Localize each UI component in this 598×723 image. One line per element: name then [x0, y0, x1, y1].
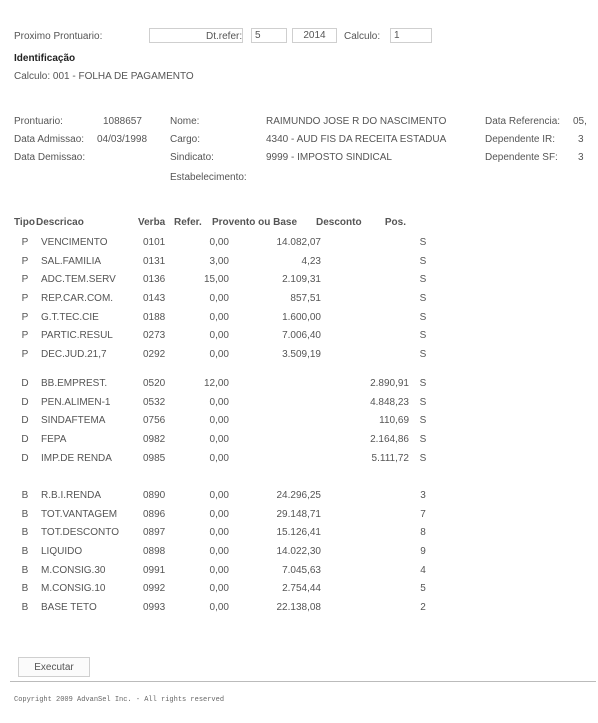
cell-descricao: BASE TETO — [41, 601, 97, 613]
header-descricao: Descricao — [36, 216, 84, 228]
data-demissao-label: Data Demissao: — [14, 152, 86, 163]
cell-provento: 14.082,07 — [276, 236, 321, 248]
cell-descricao: M.CONSIG.10 — [41, 583, 106, 595]
cell-refer: 0,00 — [209, 433, 229, 445]
executar-button[interactable]: Executar — [18, 657, 90, 677]
cell-refer: 0,00 — [209, 545, 229, 557]
cell-provento: 4,23 — [301, 255, 321, 267]
cell-verba: 0985 — [143, 452, 166, 464]
cell-desconto — [321, 486, 409, 505]
cell-verba: 0991 — [143, 564, 166, 576]
table-row — [14, 523, 437, 542]
cell-verba: 0136 — [143, 274, 166, 286]
data-referencia-label: Data Referencia: — [485, 116, 561, 127]
header-desconto: Desconto — [316, 216, 362, 228]
data-admissao-value: 04/03/1998 — [97, 134, 148, 145]
dependente-ir-label: Dependente IR: — [485, 134, 556, 145]
cell-refer: 0,00 — [209, 489, 229, 501]
cell-desconto — [321, 598, 409, 617]
table-row — [14, 233, 437, 252]
table-row — [14, 449, 437, 468]
cell-desconto — [321, 252, 409, 271]
cell-descricao: FEPA — [41, 433, 67, 445]
cargo-label: Cargo: — [170, 134, 201, 145]
cell-tipo: B — [21, 583, 29, 595]
calculo-label: Calculo: — [344, 31, 381, 42]
cell-refer: 0,00 — [209, 601, 229, 613]
nome-label: Nome: — [170, 116, 200, 127]
cell-provento: 14.022,30 — [276, 545, 321, 557]
cell-refer: 0,00 — [209, 564, 229, 576]
cell-descricao: TOT.DESCONTO — [41, 527, 119, 539]
cell-provento — [249, 411, 321, 430]
header-verba: Verba — [138, 216, 166, 228]
dependente-sf-label: Dependente SF: — [485, 152, 558, 163]
cell-pos: S — [419, 255, 427, 267]
cell-desconto: 2.890,91 — [370, 377, 409, 389]
bases-table — [14, 486, 437, 617]
footer-copyright: Copyright 2009 AdvanSel Inc. - All rights reserved — [14, 696, 225, 704]
table-row — [14, 411, 437, 430]
cell-verba: 0993 — [143, 601, 166, 613]
cell-refer: 0,00 — [209, 527, 229, 539]
cell-tipo: P — [21, 236, 29, 248]
cell-provento: 2.109,31 — [282, 274, 321, 286]
header-pos: Pos. — [384, 216, 406, 228]
cell-verba: 0982 — [143, 433, 166, 445]
cell-verba: 0897 — [143, 527, 166, 539]
table-row — [14, 374, 437, 393]
table-row — [14, 542, 437, 561]
cell-refer: 0,00 — [209, 311, 229, 323]
cell-descricao: VENCIMENTO — [41, 236, 108, 248]
cell-provento: 857,51 — [290, 292, 321, 304]
cell-tipo: P — [21, 330, 29, 342]
cell-provento: 22.138,08 — [276, 601, 321, 613]
cell-verba: 0992 — [143, 583, 166, 595]
cell-pos: 5 — [420, 583, 426, 595]
sindicato-value: 9999 - IMPOSTO SINDICAL — [266, 152, 392, 163]
cell-tipo: P — [21, 274, 29, 286]
cell-pos: 9 — [420, 545, 426, 557]
cell-verba: 0101 — [143, 236, 166, 248]
cell-refer: 12,00 — [203, 377, 229, 389]
cell-pos: S — [419, 433, 427, 445]
cell-descricao: ADC.TEM.SERV — [41, 274, 116, 286]
footer-divider — [10, 681, 596, 682]
cell-pos: S — [419, 274, 427, 286]
cell-tipo: B — [21, 545, 29, 557]
descontos-table — [14, 374, 437, 467]
estabelecimento-label: Estabelecimento: — [170, 172, 247, 183]
proventos-table — [14, 233, 437, 364]
cell-tipo: B — [21, 489, 29, 501]
cell-tipo: B — [21, 564, 29, 576]
table-row — [14, 486, 437, 505]
table-row — [14, 308, 437, 327]
cell-desconto — [321, 233, 409, 252]
cell-desconto: 4.848,23 — [370, 396, 409, 408]
cell-desconto — [321, 579, 409, 598]
header-provento: Provento ou Base — [212, 216, 298, 228]
cell-descricao: LIQUIDO — [41, 545, 83, 557]
cell-pos: 4 — [420, 564, 426, 576]
proximo-prontuario-label: Proximo Prontuario: — [14, 31, 103, 42]
cell-verba: 0143 — [143, 292, 166, 304]
table-row — [14, 326, 437, 345]
cell-tipo: B — [21, 527, 29, 539]
cell-refer: 0,00 — [209, 583, 229, 595]
cell-descricao: DEC.JUD.21,7 — [41, 348, 107, 360]
table-row — [14, 252, 437, 271]
cell-descricao: BB.EMPREST. — [41, 377, 108, 389]
cell-provento — [249, 393, 321, 412]
cell-tipo: B — [21, 601, 29, 613]
cell-refer: 0,00 — [209, 348, 229, 360]
cell-desconto — [321, 542, 409, 561]
cell-provento: 7.006,40 — [282, 330, 321, 342]
cell-tipo: P — [21, 292, 29, 304]
table-row — [14, 430, 437, 449]
cell-provento: 24.296,25 — [276, 489, 321, 501]
cell-tipo: B — [21, 508, 29, 520]
cell-refer: 0,00 — [209, 508, 229, 520]
table-row — [14, 505, 437, 524]
dependente-sf-value: 3 — [578, 152, 584, 163]
cell-refer: 0,00 — [209, 415, 229, 427]
header-refer: Refer. — [174, 216, 202, 228]
cell-refer: 3,00 — [209, 255, 229, 267]
cell-tipo: D — [21, 452, 29, 464]
dt-refer-month-input[interactable] — [251, 28, 287, 43]
cell-descricao: M.CONSIG.30 — [41, 564, 106, 576]
cell-verba: 0532 — [143, 396, 166, 408]
table-row — [14, 289, 437, 308]
cell-desconto — [321, 326, 409, 345]
cell-descricao: G.T.TEC.CIE — [41, 311, 99, 323]
data-referencia-value: 05, — [573, 116, 587, 127]
cell-tipo: P — [21, 255, 29, 267]
calculo-input[interactable] — [390, 28, 432, 43]
cell-desconto — [321, 345, 409, 364]
cell-refer: 0,00 — [209, 292, 229, 304]
table-row — [14, 561, 437, 580]
cell-refer: 0,00 — [209, 330, 229, 342]
dt-refer-label: Dt.refer: — [206, 31, 243, 42]
table-row — [14, 598, 437, 617]
table-row — [14, 345, 437, 364]
cell-tipo: P — [21, 348, 29, 360]
cell-pos: 7 — [420, 508, 426, 520]
cell-verba: 0188 — [143, 311, 166, 323]
cell-pos: S — [419, 377, 427, 389]
cell-provento: 3.509,19 — [282, 348, 321, 360]
cell-verba: 0273 — [143, 330, 166, 342]
dependente-ir-value: 3 — [578, 134, 584, 145]
payroll-header — [14, 213, 406, 232]
prontuario-value: 1088657 — [103, 116, 142, 127]
nome-value: RAIMUNDO JOSE R DO NASCIMENTO — [266, 116, 447, 127]
cell-descricao: R.B.I.RENDA — [41, 489, 102, 501]
cell-descricao: PEN.ALIMEN-1 — [41, 396, 111, 408]
cell-pos: S — [419, 311, 427, 323]
cell-refer: 0,00 — [209, 396, 229, 408]
cargo-value: 4340 - AUD FIS DA RECEITA ESTADUA — [266, 134, 447, 145]
cell-pos: S — [419, 330, 427, 342]
cell-provento: 1.600,00 — [282, 311, 321, 323]
cell-verba: 0890 — [143, 489, 166, 501]
cell-descricao: TOT.VANTAGEM — [41, 508, 118, 520]
cell-descricao: REP.CAR.COM. — [41, 292, 114, 304]
cell-pos: S — [419, 415, 427, 427]
cell-desconto: 5.111,72 — [371, 452, 409, 464]
sindicato-label: Sindicato: — [170, 152, 214, 163]
cell-verba: 0756 — [143, 415, 166, 427]
table-header-row — [14, 213, 406, 232]
cell-descricao: IMP.DE RENDA — [41, 452, 112, 464]
cell-provento: 7.045,63 — [282, 564, 321, 576]
cell-provento: 29.148,71 — [276, 508, 321, 520]
cell-desconto — [321, 505, 409, 524]
section-title: Identificação — [14, 53, 76, 64]
cell-desconto: 2.164,86 — [370, 433, 409, 445]
cell-refer: 0,00 — [209, 236, 229, 248]
cell-provento — [249, 430, 321, 449]
cell-pos: S — [419, 236, 427, 248]
dt-refer-year-input[interactable] — [292, 28, 337, 43]
cell-descricao: SAL.FAMILIA — [41, 255, 102, 267]
cell-pos: 8 — [420, 527, 426, 539]
cell-pos: S — [419, 396, 427, 408]
cell-pos: S — [419, 348, 427, 360]
cell-desconto — [321, 523, 409, 542]
table-row — [14, 270, 437, 289]
cell-provento — [249, 374, 321, 393]
cell-verba: 0292 — [143, 348, 166, 360]
cell-tipo: D — [21, 415, 29, 427]
cell-refer: 15,00 — [203, 274, 229, 286]
cell-pos: 2 — [420, 601, 426, 613]
cell-desconto — [321, 270, 409, 289]
data-admissao-label: Data Admissao: — [14, 134, 85, 145]
table-row — [14, 579, 437, 598]
cell-refer: 0,00 — [209, 452, 229, 464]
cell-tipo: P — [21, 311, 29, 323]
cell-pos: 3 — [420, 489, 426, 501]
cell-pos: S — [419, 292, 427, 304]
header-tipo: Tipo — [14, 216, 35, 228]
cell-provento: 2.754,44 — [282, 583, 321, 595]
cell-provento: 15.126,41 — [276, 527, 321, 539]
cell-desconto: 110,69 — [379, 415, 409, 427]
cell-desconto — [321, 289, 409, 308]
cell-descricao: PARTIC.RESUL — [41, 330, 113, 342]
calculo-description: Calculo: 001 - FOLHA DE PAGAMENTO — [14, 71, 194, 82]
cell-tipo: D — [21, 396, 29, 408]
cell-verba: 0896 — [143, 508, 166, 520]
cell-tipo: D — [21, 433, 29, 445]
cell-verba: 0131 — [143, 255, 166, 267]
cell-descricao: SINDAFTEMA — [41, 415, 106, 427]
table-row — [14, 393, 437, 412]
cell-verba: 0520 — [143, 377, 166, 389]
cell-pos: S — [419, 452, 427, 464]
cell-provento — [249, 449, 321, 468]
cell-verba: 0898 — [143, 545, 166, 557]
prontuario-label: Prontuario: — [14, 116, 63, 127]
cell-desconto — [321, 561, 409, 580]
cell-desconto — [321, 308, 409, 327]
cell-tipo: D — [21, 377, 29, 389]
